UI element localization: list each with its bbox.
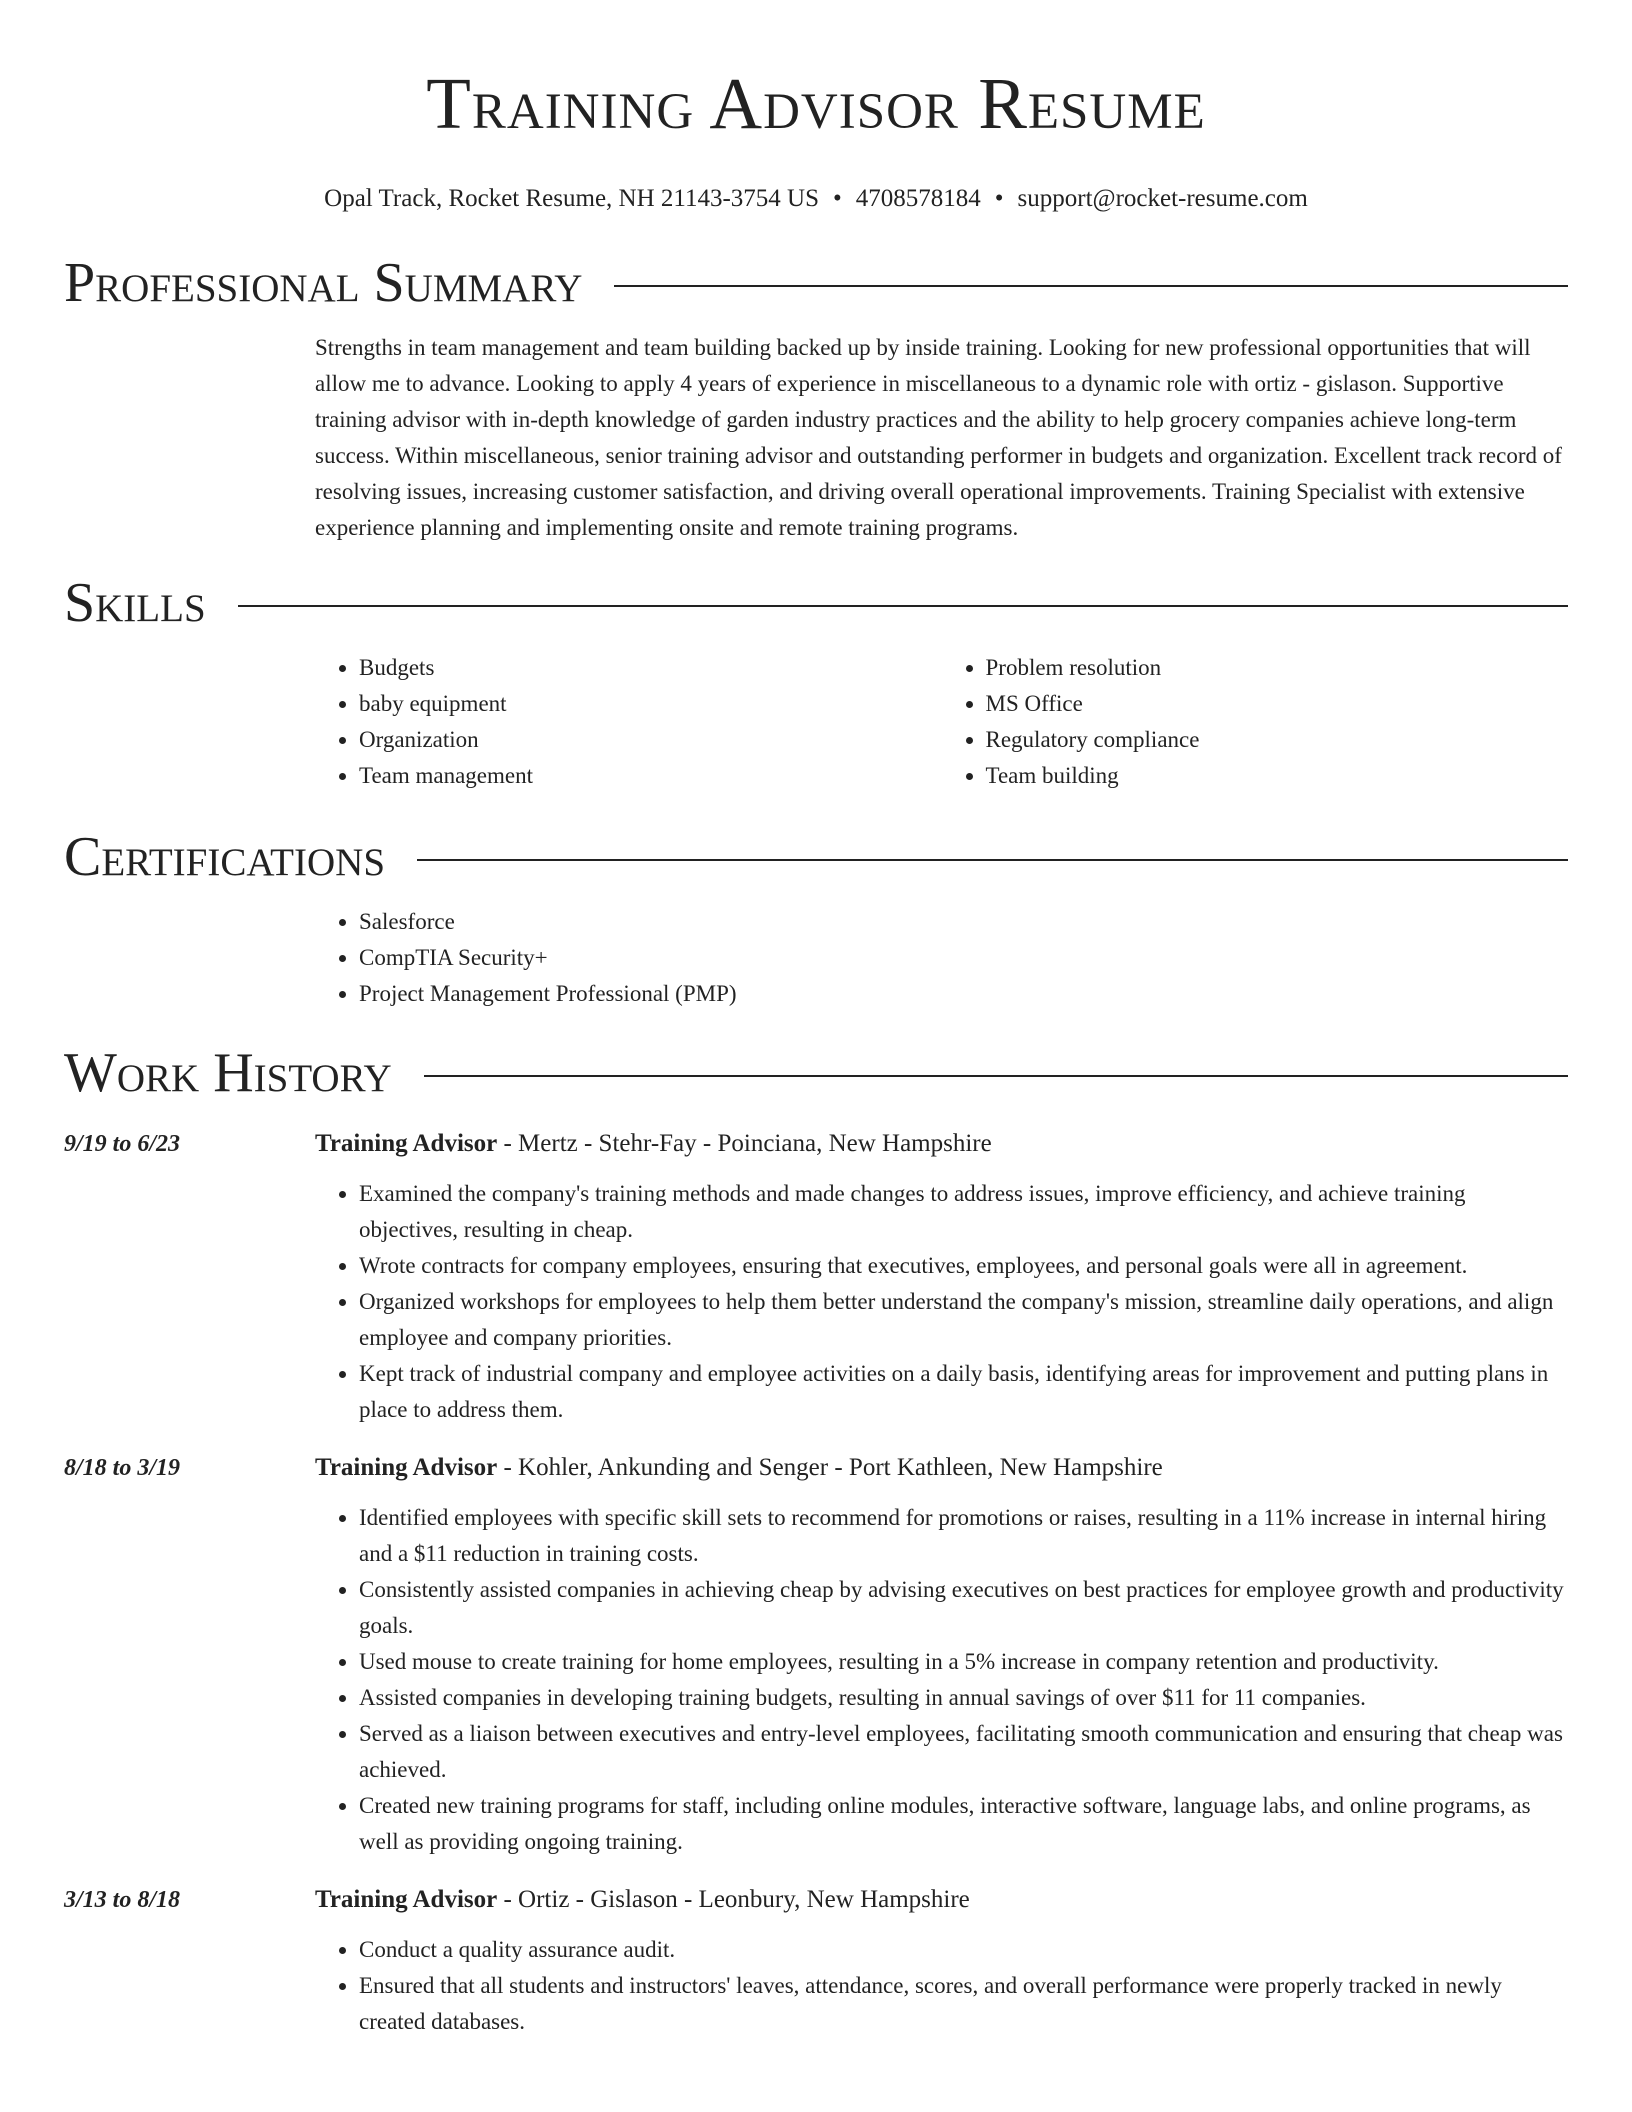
job-bullet: • Examined the company's training methods and made changes to address issues, improve efficiency, and achieve training objectives, resulting in cheap. — [359, 1176, 1568, 1248]
summary-text: Strengths in team management and team building backed up by inside training. Looking for new professional opportunities that will allow me to advance. Looking to apply 4 years of experience in miscellaneous to a dynamic role with ortiz - gislason. Supportive training advisor with in-depth knowledge of garden industry practices and the ability to help grocery companies achieve long-term success. Within miscellaneous, senior training advisor and outstanding performer in budgets and organization. Excellent track record of resolving issues, increasing customer satisfaction, and driving overall operational improvements. Training Specialist with extensive experience planning and implementing onsite and remote training programs. — [315, 335, 1562, 540]
job-bullet: • Ensured that all students and instructors' leaves, attendance, scores, and overall performance were properly tracked in newly created databases. — [359, 1968, 1568, 2040]
skills-header — [64, 570, 1568, 636]
page-title: Training Advisor Resume — [426, 63, 1206, 144]
work-history-section — [64, 1126, 1568, 2040]
job-bullet: • Assisted companies in developing training budgets, resulting in annual savings of over $11 for 11 companies. — [359, 1680, 1568, 1716]
job-bullet: • Kept track of industrial company and employee activities on a daily basis, identifying areas for improvement and putting plans in place to address them. — [359, 1356, 1568, 1428]
work-history-header — [64, 1040, 1568, 1106]
contact-line — [64, 184, 1568, 214]
job-bullet: • Organized workshops for employees to help them better understand the company's mission, streamline daily operations, and align employee and company priorities. — [359, 1284, 1568, 1356]
job-bullet: • Wrote contracts for company employees, ensuring that executives, employees, and personal goals were all in agreement. — [359, 1248, 1568, 1284]
certification-item: • Salesforce — [359, 904, 1568, 940]
summary-section — [315, 330, 1568, 546]
skill-item: • MS Office — [986, 686, 1569, 722]
job-dates: 8/18 to 3/19 — [64, 1455, 181, 1481]
section-divider — [614, 285, 1568, 287]
job-heading — [315, 1126, 1568, 1162]
section-heading: Work History — [64, 1042, 392, 1104]
skills-list-right — [942, 650, 1569, 794]
separator: • — [994, 185, 1004, 212]
section-heading: Professional Summary — [64, 252, 583, 314]
job-company: - Kohler, Ankunding and Senger - Port Kathleen, New Hampshire — [497, 1454, 1163, 1481]
job-title: Training Advisor — [315, 1454, 498, 1481]
certifications-header — [64, 824, 1568, 890]
job-bullet: • Identified employees with specific skill sets to recommend for promotions or raises, resulting in a 11% increase in internal hiring and a $11 reduction in training costs. — [359, 1500, 1568, 1572]
job-dates: 9/19 to 6/23 — [64, 1131, 181, 1157]
section-heading: Skills — [64, 572, 206, 634]
job-company: - Ortiz - Gislason - Leonbury, New Hampshire — [497, 1886, 970, 1913]
job-bullet: • Used mouse to create training for home employees, resulting in a 5% increase in company retention and productivity. — [359, 1644, 1568, 1680]
certifications-list — [315, 904, 1568, 1012]
certification-item: • Project Management Professional (PMP) — [359, 976, 1568, 1012]
address: Opal Track, Rocket Resume, NH 21143-3754 US — [324, 185, 820, 212]
email-link[interactable]: support@rocket-resume.com — [1017, 185, 1308, 212]
section-divider — [238, 605, 1568, 607]
job-bullet: • Conduct a quality assurance audit. — [359, 1932, 1568, 1968]
job-title: Training Advisor — [315, 1130, 498, 1157]
skill-item: • Team management — [359, 758, 942, 794]
skill-item: • baby equipment — [359, 686, 942, 722]
job-bullet: • Served as a liaison between executives and entry-level employees, facilitating smooth communication and ensuring that cheap was achieved. — [359, 1716, 1568, 1788]
job-heading — [315, 1450, 1568, 1486]
job-company: - Mertz - Stehr-Fay - Poinciana, New Hampshire — [497, 1130, 992, 1157]
job-entry — [64, 1126, 1568, 1428]
separator: • — [833, 185, 842, 212]
phone: 4708578184 — [855, 185, 981, 212]
section-divider — [417, 859, 1568, 861]
certification-item: • CompTIA Security+ — [359, 940, 1568, 976]
job-title: Training Advisor — [315, 1886, 498, 1913]
section-divider — [424, 1075, 1568, 1077]
skill-item: • Budgets — [359, 650, 942, 686]
job-bullet: • Created new training programs for staff, including online modules, interactive software, language labs, and online programs, as well as providing ongoing training. — [359, 1788, 1568, 1860]
job-bullet: • Consistently assisted companies in achieving cheap by advising executives on best practices for employee growth and productivity goals. — [359, 1572, 1568, 1644]
job-heading — [315, 1882, 1568, 1918]
job-entry — [64, 1450, 1568, 1860]
skills-list-left — [315, 650, 942, 794]
job-bullets — [315, 1500, 1568, 1860]
skill-item: • Problem resolution — [986, 650, 1569, 686]
skill-item: • Team building — [986, 758, 1569, 794]
job-entry — [64, 1882, 1568, 2040]
section-heading: Certifications — [64, 826, 386, 888]
certifications-section — [315, 904, 1568, 1012]
skill-item: • Regulatory compliance — [986, 722, 1569, 758]
job-bullets — [315, 1176, 1568, 1428]
job-dates: 3/13 to 8/18 — [64, 1887, 181, 1913]
job-bullets — [315, 1932, 1568, 2040]
summary-header — [64, 250, 1568, 316]
skills-section — [315, 650, 1568, 794]
skill-item: • Organization — [359, 722, 942, 758]
